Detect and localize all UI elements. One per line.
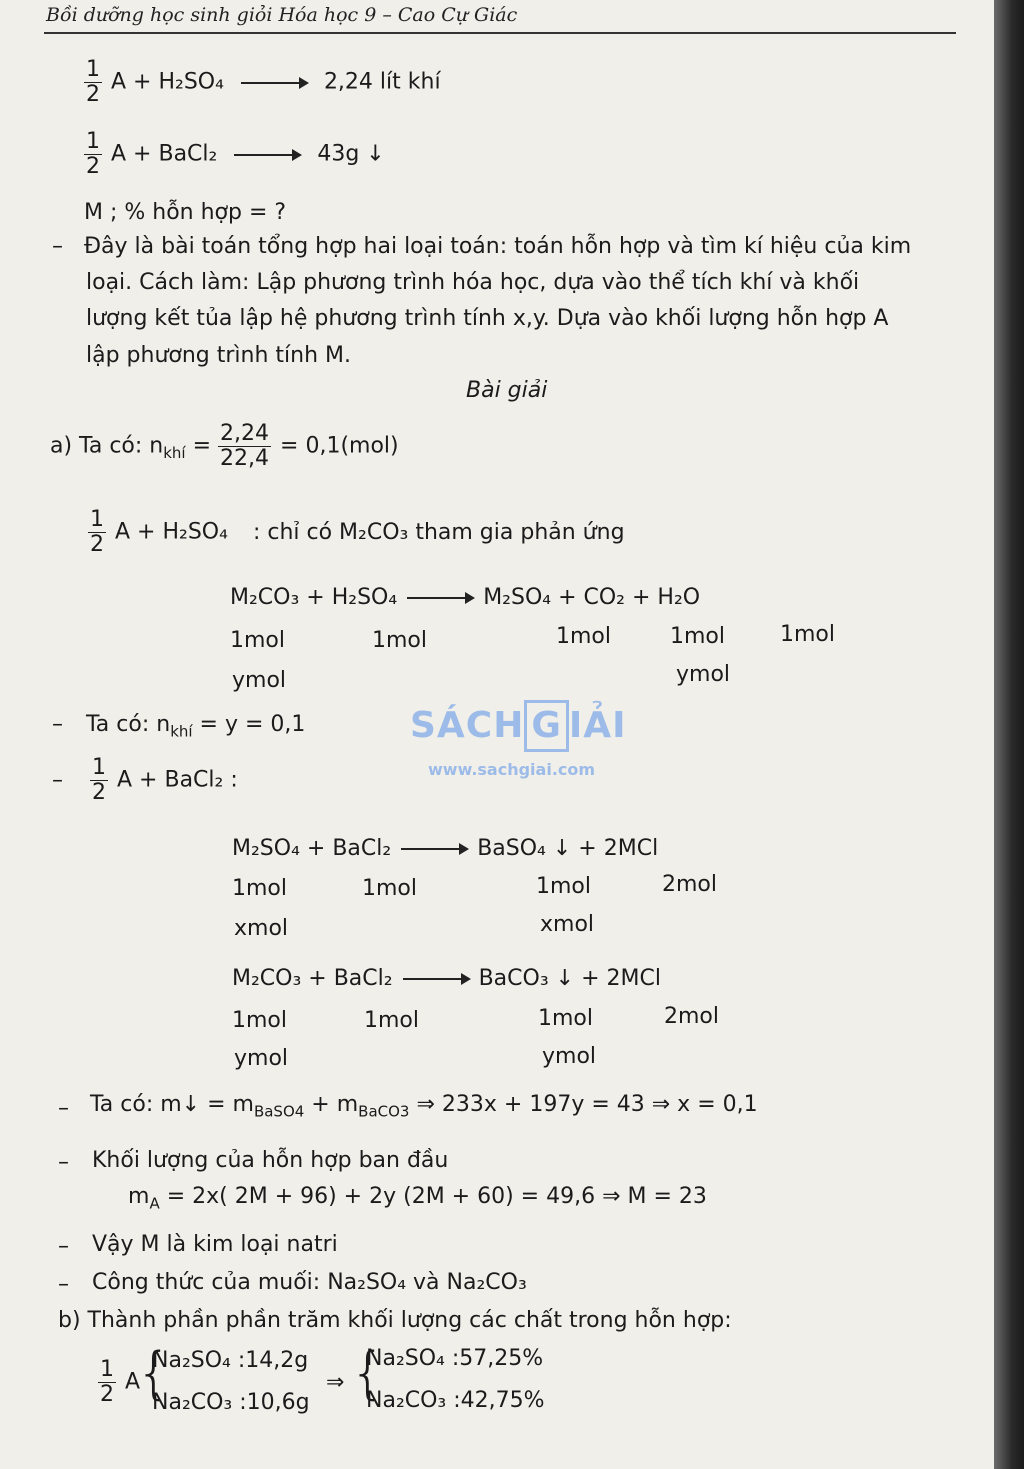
watermark-logo: SÁCH G IẢI (410, 700, 627, 752)
bullet-dash: – (58, 1150, 69, 1175)
given-line-1: $\frac{1}{2}$ A + H₂SO₄ 2,24 lít khí (86, 57, 441, 107)
mol-label: xmol (540, 912, 595, 937)
mol-label: 1mol (536, 874, 591, 899)
formula-line: Công thức của muối: Na₂SO₄ và Na₂CO₃ (92, 1270, 527, 1295)
mass-carbonate: Na₂CO₃ :10,6g (152, 1390, 310, 1415)
percent-sulfate: Na₂SO₄ :57,25% (366, 1346, 544, 1371)
reaction-arrow (241, 82, 307, 84)
mol-label: 1mol (556, 624, 611, 649)
mass-sulfate: Na₂SO₄ :14,2g (152, 1348, 309, 1373)
mol-label: ymol (676, 662, 731, 687)
bullet-dash: – (52, 768, 63, 793)
book-binding (994, 0, 1024, 1469)
conclusion-line: Vậy M là kim loại natri (92, 1232, 338, 1257)
half-fraction: $\frac{1}{2}$ (86, 57, 100, 107)
percent-carbonate: Na₂CO₃ :42,75% (366, 1388, 545, 1413)
part-a-line: a) Ta có: $n_{khí}$ = $\frac{2,24}{22,4}$ = 0,1(mol) (50, 421, 399, 471)
page-header: Bồi dưỡng học sinh giỏi Hóa học 9 – Cao Cự Giác (46, 4, 518, 26)
left-brace: { (136, 1341, 172, 1406)
mass-equation: Ta có: m↓ = $m_{BaSO4} + m_{BaCO3}$ ⇒ 233x + 197y = 43 ⇒ x = 0,1 (90, 1092, 758, 1121)
implies-arrow: ⇒ (326, 1370, 345, 1395)
paragraph-line: Đây là bài toán tổng hợp hai loại toán: toán hỗn hợp và tìm kí hiệu của kim (84, 234, 912, 259)
paragraph-line: lượng kết tủa lập hệ phương trình tính x,y. Dựa vào khối lượng hỗn hợp A (86, 306, 889, 331)
right-brace: { (350, 1341, 386, 1406)
bullet-dash: – (52, 234, 63, 259)
mol-label: 2mol (664, 1004, 719, 1029)
given-line-2: $\frac{1}{2}$ A + BaCl₂ 43g ↓ (86, 129, 385, 179)
reaction-2: M₂SO₄ + BaCl₂ BaSO₄ ↓ + 2MCl (232, 836, 659, 861)
mol-label: 2mol (662, 872, 717, 897)
mol-label: ymol (542, 1044, 597, 1069)
solution-title: Bài giải (466, 378, 548, 403)
mass-title: Khối lượng của hỗn hợp ban đầu (92, 1148, 449, 1173)
ta-co-line: Ta có: $n_{khí} = y = 0,1$ (86, 712, 306, 741)
mol-label: 1mol (780, 622, 835, 647)
mol-label: ymol (234, 1046, 289, 1071)
mol-label: 1mol (364, 1008, 419, 1033)
mol-label: 1mol (232, 1008, 287, 1033)
part-b-title: b) Thành phần phần trăm khối lượng các chất trong hỗn hợp: (58, 1308, 732, 1333)
mol-label: 1mol (372, 628, 427, 653)
mol-label: 1mol (232, 876, 287, 901)
mol-label: 1mol (230, 628, 285, 653)
reaction-1: M₂CO₃ + H₂SO₄ M₂SO₄ + CO₂ + H₂O (230, 585, 701, 610)
paragraph-line: lập phương trình tính M. (86, 343, 352, 368)
bullet-dash: – (58, 1272, 69, 1297)
bullet-dash: – (58, 1234, 69, 1259)
reaction-arrow (234, 154, 300, 156)
mol-label: xmol (234, 916, 289, 941)
question-line: M ; % hỗn hợp = ? (84, 200, 287, 225)
bullet-dash: – (52, 712, 63, 737)
mol-label: 1mol (670, 624, 725, 649)
bacl2-line: $\frac{1}{2}$ A + BaCl₂ : (92, 755, 238, 805)
h2so4-line: $\frac{1}{2}$ A + H₂SO₄ : chỉ có M₂CO₃ tham gia phản ứng (90, 507, 625, 557)
half-fraction: $\frac{1}{2}$ (86, 129, 100, 179)
reaction-3: M₂CO₃ + BaCl₂ BaCO₃ ↓ + 2MCl (232, 966, 661, 991)
mass-total-equation: $m_A = 2x$( 2M + 96) + 2y (2M + 60) = 49,6 ⇒ M = 23 (128, 1184, 707, 1213)
half-A: $\frac{1}{2}$ A (100, 1357, 141, 1407)
header-rule (44, 32, 956, 34)
paragraph-line: loại. Cách làm: Lập phương trình hóa học, dựa vào thể tích khí và khối (86, 270, 860, 295)
mol-label: 1mol (538, 1006, 593, 1031)
bullet-dash: – (58, 1096, 69, 1121)
watermark-url: www.sachgiai.com (428, 760, 596, 779)
mol-label: 1mol (362, 876, 417, 901)
fraction: $\frac{2,24}{22,4}$ (220, 421, 270, 471)
mol-label: ymol (232, 668, 287, 693)
